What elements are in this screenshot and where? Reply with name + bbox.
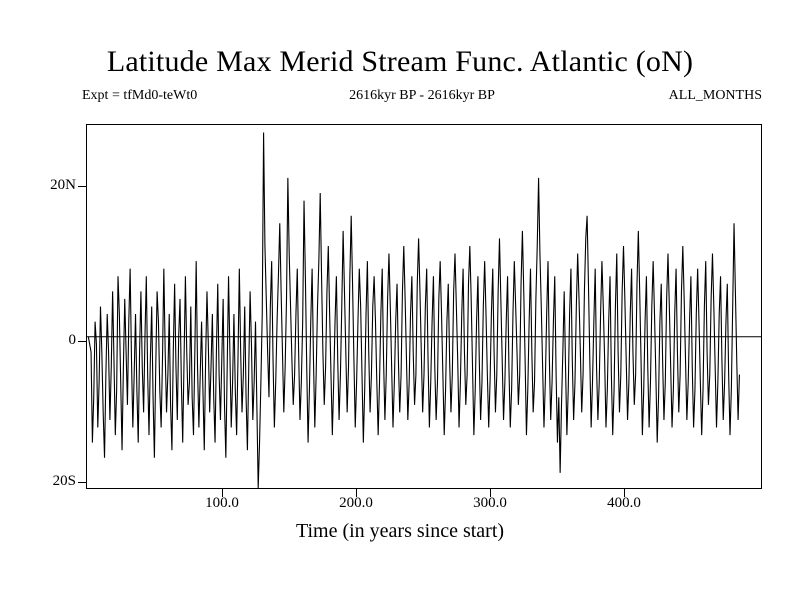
- ytick-mark-20n: [78, 186, 86, 187]
- xtick-label-400: 400.0: [607, 495, 641, 511]
- data-series-line: [88, 133, 739, 488]
- x-axis-title: Time (in years since start): [295, 520, 505, 542]
- months-label: ALL_MONTHS: [668, 88, 762, 103]
- subtitle-row: [82, 88, 762, 108]
- xtick-label-200: 200.0: [339, 495, 373, 511]
- timeseries-plot: [87, 125, 761, 488]
- ytick-mark-20s: [78, 482, 86, 483]
- experiment-label: Expt = tfMd0-teWt0: [82, 88, 198, 103]
- page-title: Latitude Max Merid Stream Func. Atlantic (oN): [106, 45, 694, 78]
- ytick-mark-0: [78, 341, 86, 342]
- plot-area: [86, 124, 762, 489]
- period-label: 2616kyr BP - 2616kyr BP: [349, 88, 495, 103]
- ytick-label-20n: 20N: [50, 177, 76, 193]
- ytick-label-0: 0: [68, 332, 76, 348]
- ytick-label-20s: 20S: [52, 473, 76, 489]
- xtick-label-100: 100.0: [205, 495, 239, 511]
- xtick-label-300: 300.0: [473, 495, 507, 511]
